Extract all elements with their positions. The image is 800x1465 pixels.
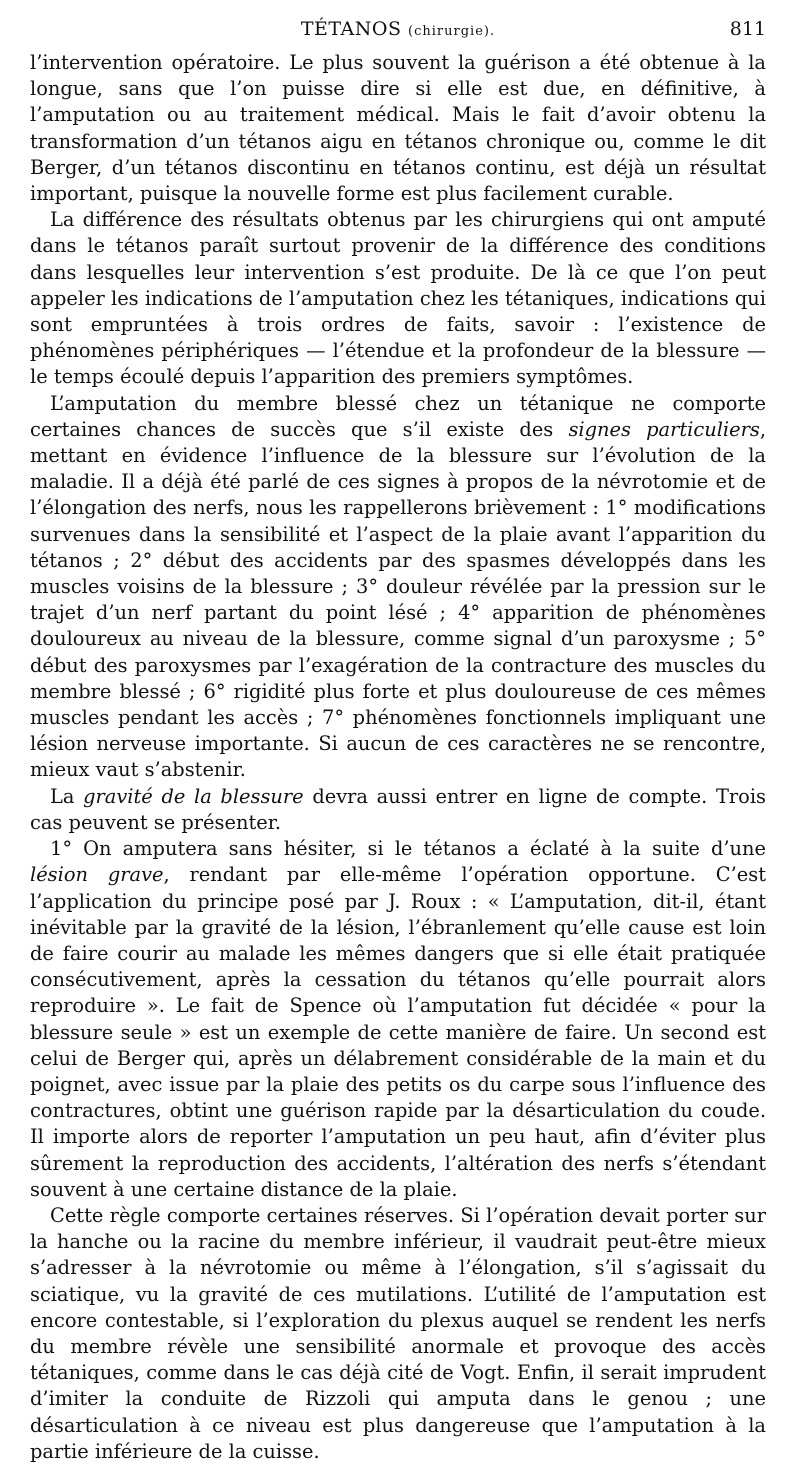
paragraph bbox=[30, 1203, 766, 1465]
paragraph-text: L’amputation du membre blessé chez un tétanique ne comporte certaines chances de succès que s’il existe des bbox=[30, 391, 766, 441]
book-page bbox=[30, 18, 766, 1465]
paragraph bbox=[30, 836, 766, 1203]
running-title bbox=[30, 18, 766, 40]
running-title-main: TÉTANOS bbox=[300, 18, 402, 40]
paragraph bbox=[30, 391, 766, 784]
italic-text: lésion grave bbox=[30, 863, 164, 887]
paragraph-text: l’intervention opératoire. Le plus souvent la guérison a été obtenue à la longue, sans que l’on puisse dire si elle est due, en définitive, à l’amputation ou au traitement médical. Mais le fait d’avoir obtenu la transformation d’un tétanos aigu en tétanos chronique ou, comme le dit Berger, d’un tétanos discontinu en tétanos continu, est déjà un résultat important, puisque la nouvelle forme est plus facilement curable. bbox=[30, 51, 766, 206]
running-head bbox=[30, 18, 766, 50]
paragraph-text: 1° On amputera sans hésiter, si le tétanos a éclaté à la suite d’une bbox=[50, 837, 766, 861]
paragraph-text: devra aussi entrer en ligne de compte. Trois cas peuvent se présenter. bbox=[30, 784, 766, 834]
paragraph-text: , rendant par elle-même l’opération opportune. C’est l’application du principe posé par J. Roux : « L’amputation, dit-il, étant inévitable par la gravité de la lésion, l’ébranlement qu’elle cause est loin de faire courir au malade les mêmes dangers que si elle était pratiquée consécutivement, après la cessation du tétanos qu’elle pourrait alors reproduire ». Le fait de Spence où l’amputation fut décidée « pour la blessure seule » est un exemple de cette manière de faire. Un second est celui de Berger qui, après un délabrement considérable de la main et du poignet, avec issue par la plaie des petits os du carpe sous l’influence des contractures, obtint une guérison rapide par la désarticulation du coude. Il importe alors de reporter l’amputation un peu haut, afin d’éviter plus sûrement la reproduction des accidents, l’altération des nerfs s’étendant souvent à une certaine distance de la plaie. bbox=[30, 863, 766, 1201]
paragraph-text: , mettant en évidence l’influence de la blessure sur l’évolution de la maladie. Il a déjà été parlé de ces signes à propos de la névrotomie et de l’élongation des nerfs, nous les rappellerons brièvement : 1° modifications survenues dans la sensibilité et l’aspect de la plaie avant l’apparition du tétanos ; 2° début des accidents par des spasmes développés dans les muscles voisins de la blessure ; 3° douleur révélée par la pression sur le trajet d’un nerf partant du point lésé ; 4° apparition de phénomènes douloureux au niveau de la blessure, comme signal d’un paroxysme ; 5° début des paroxysmes par l’exagération de la contracture des muscles du membre blessé ; 6° rigidité plus forte et plus douloureuse de ces mêmes muscles pendant les accès ; 7° phénomènes fonctionnels impliquant une lésion nerveuse importante. Si aucun de ces caractères ne se rencontre, mieux vaut s’abstenir. bbox=[30, 417, 766, 782]
italic-text: signes particuliers bbox=[568, 417, 760, 441]
paragraph-text: La bbox=[50, 784, 84, 808]
running-title-sub: (chirurgie). bbox=[408, 24, 496, 39]
paragraph bbox=[30, 50, 766, 207]
body-text bbox=[30, 50, 766, 1465]
paragraph bbox=[30, 207, 766, 390]
page-number: 811 bbox=[729, 18, 766, 40]
paragraph-text: Cette règle comporte certaines réserves. Si l’opération devait porter sur la hanche ou la racine du membre inférieur, il vaudrait peut-être mieux s’adresser à la névrotomie ou même à l’élongation, s’il s’agissait du sciatique, vu la gravité de ces mutilations. L’utilité de l’amputation est encore contestable, si l’exploration du plexus auquel se rendent les nerfs du membre révèle une sensibilité anormale et provoque des accès tétaniques, comme dans le cas déjà cité de Vogt. Enfin, il serait imprudent d’imiter la conduite de Rizzoli qui amputa dans le genou ; une désarticulation à ce niveau est plus dangereuse que l’amputation à la partie inférieure de la cuisse. bbox=[30, 1203, 766, 1463]
italic-text: gravité de la blessure bbox=[83, 784, 304, 808]
paragraph bbox=[30, 784, 766, 836]
paragraph-text: La différence des résultats obtenus par les chirurgiens qui ont amputé dans le tétanos paraît surtout provenir de la différence des conditions dans lesquelles leur intervention s’est produite. De là ce que l’on peut appeler les indications de l’amputation chez les tétaniques, indications qui sont empruntées à trois ordres de faits, savoir : l’existence de phénomènes périphériques — l’étendue et la profondeur de la blessure — le temps écoulé depuis l’apparition des premiers symptômes. bbox=[30, 208, 766, 389]
